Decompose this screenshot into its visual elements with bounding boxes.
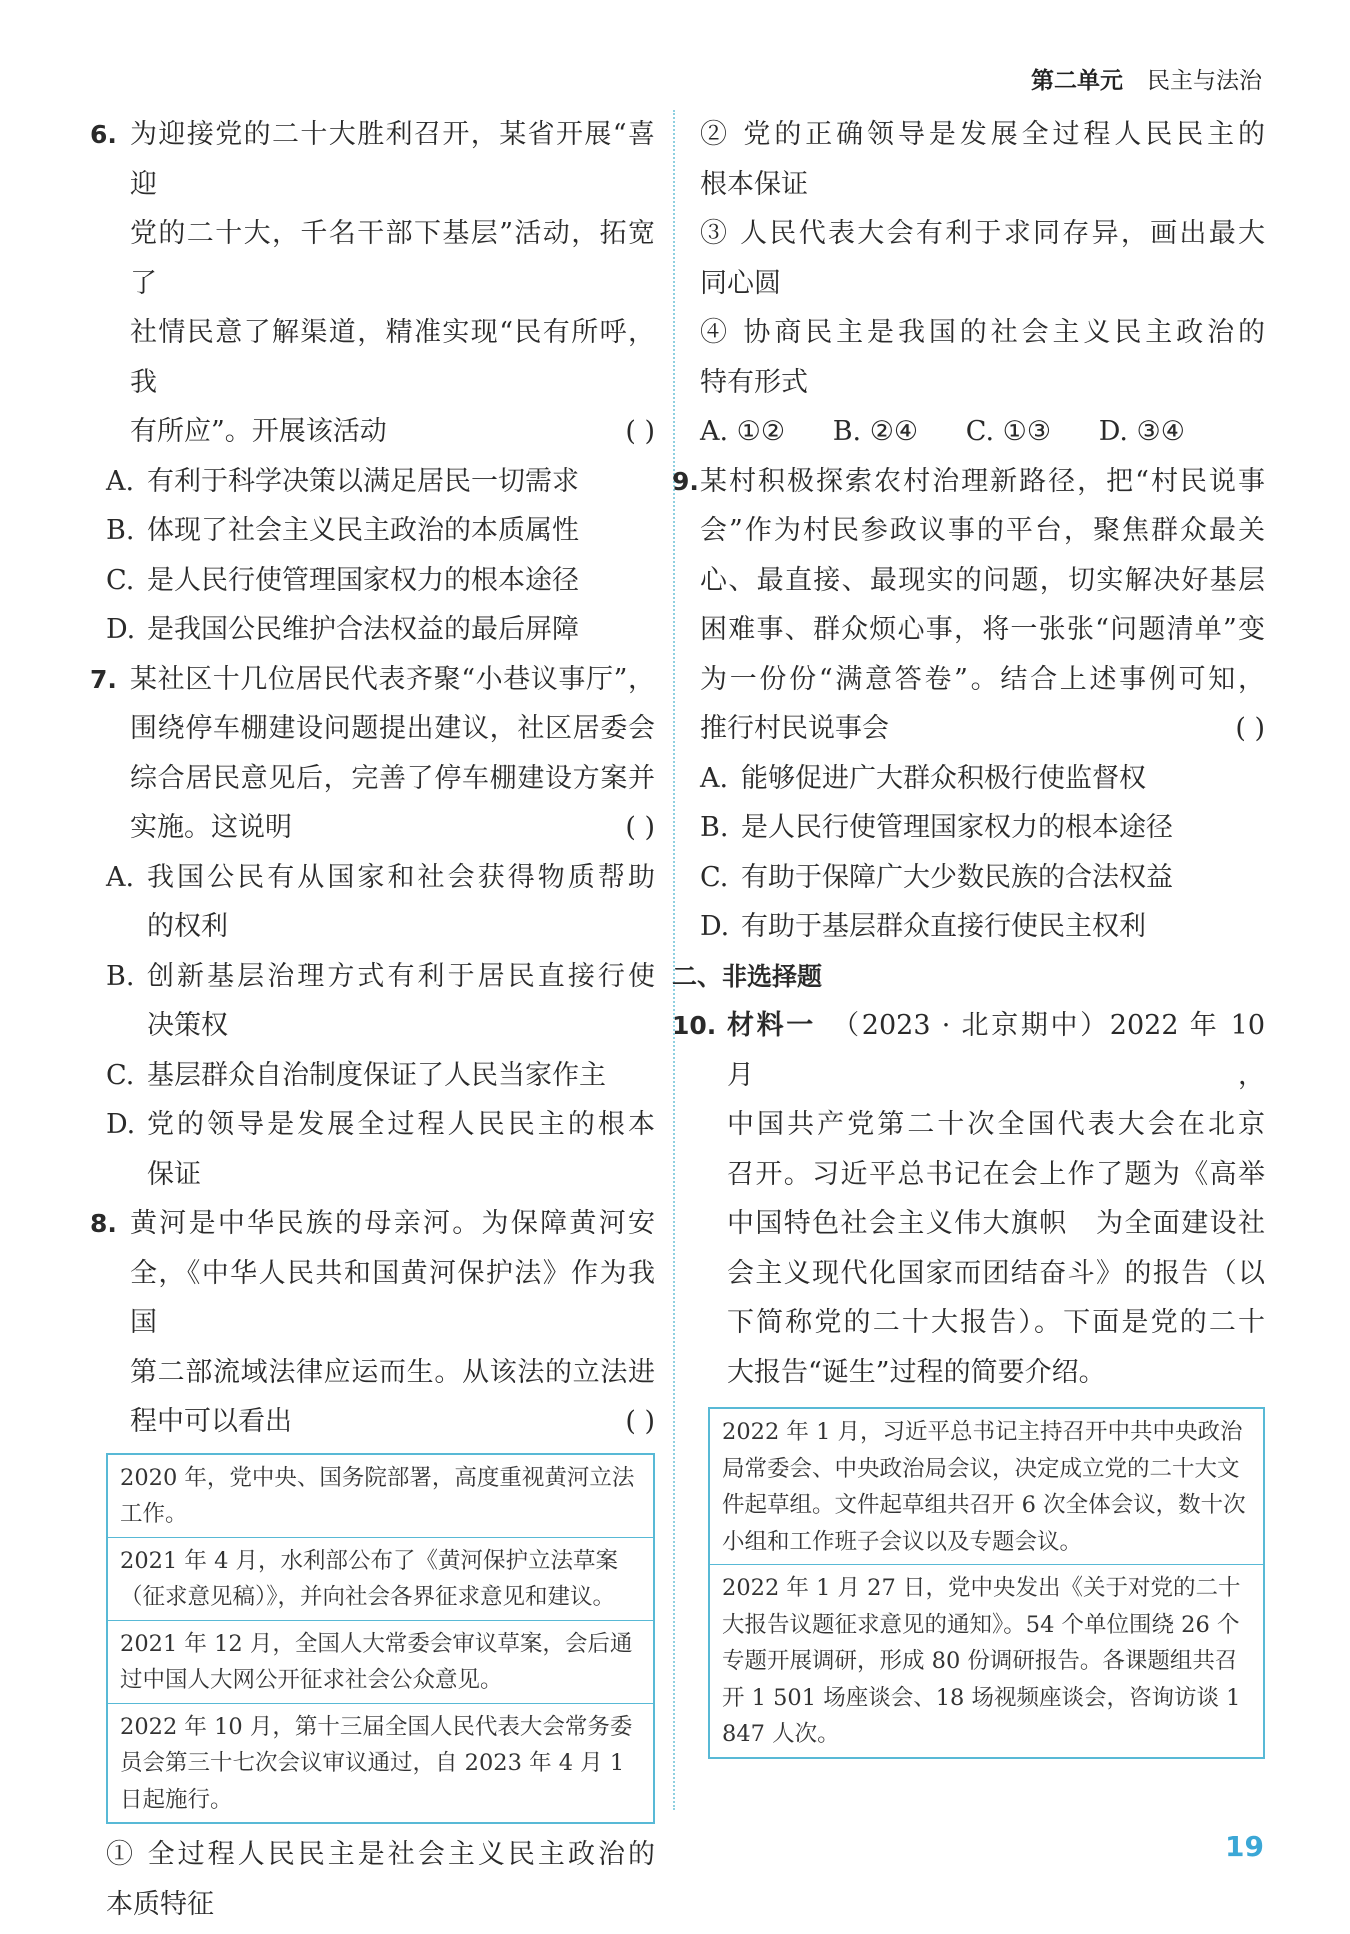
option-b: B. 是人民行使管理国家权力的根本途径 [700, 812, 1173, 843]
stem-line: 为迎接党的二十大胜利召开，某省开展“喜迎 [130, 119, 655, 200]
page-number: 19 [1225, 1830, 1264, 1863]
options-6 [90, 457, 655, 655]
question-10 [672, 1001, 1265, 1397]
statement-2: ② 党的正确领导是发展全过程人民民主的 根本保证 [700, 119, 1265, 200]
stem-line: 大报告“诞生”过程的简要介绍。 [727, 1356, 1106, 1388]
stem-line: 下简称党的二十大报告）。下面是党的二十 [727, 1307, 1265, 1338]
section-heading: 二、非选择题 [672, 961, 823, 991]
stem-line: 会”作为村民参政议事的平台，聚焦群众最关 [700, 515, 1265, 546]
left-column [90, 110, 655, 1929]
question-number: 10. [672, 1011, 717, 1040]
stem-line: 党的二十大，千名干部下基层”活动，拓宽了 [130, 218, 655, 299]
option-b: B. 体现了社会主义民主政治的本质属性 [106, 515, 579, 546]
option-a: A. 有利于科学决策以满足居民一切需求 [106, 465, 579, 497]
question-9 [672, 457, 1265, 754]
stem-line: 社情民意了解渠道，精准实现“民有所呼，我 [130, 317, 655, 398]
options-7 [90, 853, 655, 1200]
statement-4: ④ 协商民主是我国的社会主义民主政治的 特有形式 [700, 317, 1265, 398]
stem-line: 实施。这说明 ( ) [130, 803, 655, 853]
question-number: 6. [90, 120, 117, 149]
option-d: D. 有助于基层群众直接行使民主权利 [700, 911, 1146, 942]
stem-line: 全，《中华人民共和国黄河保护法》作为我国 [130, 1257, 655, 1338]
page-header [1031, 62, 1262, 95]
question-number: 8. [90, 1209, 117, 1238]
choice-a: A. ①② [700, 416, 786, 447]
stem-line: 第二部流域法律应运而生。从该法的立法进 [130, 1356, 655, 1388]
stem-line: 会主义现代化国家而团结奋斗》的报告（以 [727, 1257, 1265, 1289]
choice-b: B. ②④ [832, 416, 919, 447]
legislation-timeline-table [106, 1453, 655, 1825]
statement-3: ③ 人民代表大会有利于求同存异，画出最大 同心圆 [700, 218, 1265, 299]
option-c: C. 是人民行使管理国家权力的根本途径 [106, 564, 579, 596]
question-number: 7. [90, 664, 117, 694]
table-row: 2022 年 1 月，习近平总书记主持召开中共中央政治局常委会、中央政治局会议，决定成立党的二十大文件起草组。文件起草组共召开 6 次全体会议，数十次小组和工作班子会议以及专题会议。 [710, 1409, 1263, 1565]
stem-line: 某社区十几位居民代表齐聚“小巷议事厅”， [130, 663, 655, 695]
stem-line: 综合居民意见后，完善了停车棚建设方案并 [130, 762, 655, 794]
stem-line: 有所应”。开展该活动 ( ) [130, 407, 655, 457]
question-8 [90, 1199, 655, 1447]
report-process-table [708, 1407, 1265, 1759]
question-6 [90, 110, 655, 457]
stem-line: 中国特色社会主义伟大旗帜 为全面建设社 [727, 1208, 1265, 1239]
option-d: D. 党的领导是发展全过程人民民主的根本 保证 [106, 1109, 655, 1190]
option-a: A. 我国公民有从国家和社会获得物质帮助 的权利 [106, 861, 655, 942]
right-column [672, 110, 1266, 1765]
stem-line: 围绕停车棚建设问题提出建议，社区居委会 [130, 713, 655, 744]
question-number: 9. [672, 466, 699, 496]
table-row: 2022 年 10 月，第十三届全国人民代表大会常务委员会第三十七次会议审议通过，自 2023 年 4 月 1 日起施行。 [120, 1713, 633, 1813]
answer-parentheses: ( ) [1235, 713, 1265, 744]
table-row: 2022 年 1 月 27 日，党中央发出《关于对党的二十大报告议题征求意见的通知》。54 个单位围绕 26 个专题开展调研，形成 80 份调研报告。各课题组共召开 1 501 场座谈会、18 场视频座谈会，咨询访谈 1 847 人次。 [722, 1575, 1241, 1747]
stem-line: 程中可以看出 ( ) [130, 1397, 655, 1447]
table-row: 2021 年 4 月，水利部公布了《黄河保护立法草案（征求意见稿）》，并向社会各界征求意见和建议。 [108, 1538, 653, 1621]
stem-line: 召开。习近平总书记在会上作了题为《高举 [727, 1158, 1265, 1190]
option-d: D. 是我国公民维护合法权益的最后屏障 [106, 614, 579, 645]
option-c: C. 有助于保障广大少数民族的合法权益 [700, 861, 1173, 893]
stem-line: 中国共产党第二十次全国代表大会在北京 [727, 1109, 1265, 1140]
unit-label: 第二单元 [1031, 68, 1123, 94]
stem-line: 黄河是中华民族的母亲河。为保障黄河安 [130, 1208, 655, 1239]
stem-line: 困难事、群众烦心事，将一张张“问题清单”变 [700, 614, 1265, 645]
question-7 [90, 655, 655, 853]
stem-line: 心、最直接、最现实的问题，切实解决好基层 [700, 564, 1265, 596]
unit-title: 民主与法治 [1147, 68, 1262, 94]
stem-line: 某村积极探索农村治理新路径，把“村民说事 [700, 465, 1265, 497]
options-9 [700, 754, 1265, 952]
table-row: 2021 年 12 月，全国人大常委会审议草案，会后通过中国人大网公开征求社会公众意见。 [108, 1621, 653, 1704]
option-c: C. 基层群众自治制度保证了人民当家作主 [106, 1059, 606, 1091]
stem-line: 推行村民说事会 ( ) [700, 704, 1265, 754]
material-label: 材料一 [727, 1010, 816, 1041]
choice-d: D. ③④ [1098, 416, 1185, 447]
choices-8 [700, 407, 1185, 457]
statement-1: ① 全过程人民民主是社会主义民主政治的 本质特征 [106, 1839, 655, 1920]
answer-parentheses: ( ) [625, 1406, 655, 1437]
option-a: A. 能够促进广大群众积极行使监督权 [700, 762, 1146, 794]
choice-c: C. ①③ [965, 416, 1052, 447]
answer-parentheses: ( ) [625, 416, 655, 447]
table-row: 2020 年，党中央、国务院部署，高度重视黄河立法工作。 [108, 1455, 653, 1538]
stem-line: 为一份份“满意答卷”。结合上述事例可知， [700, 663, 1265, 695]
answer-parentheses: ( ) [625, 812, 655, 843]
option-b: B. 创新基层治理方式有利于居民直接行使 决策权 [106, 960, 655, 1041]
stem-line: 材料一 （2023 · 北京期中）2022 年 10 月， [727, 1010, 1266, 1091]
